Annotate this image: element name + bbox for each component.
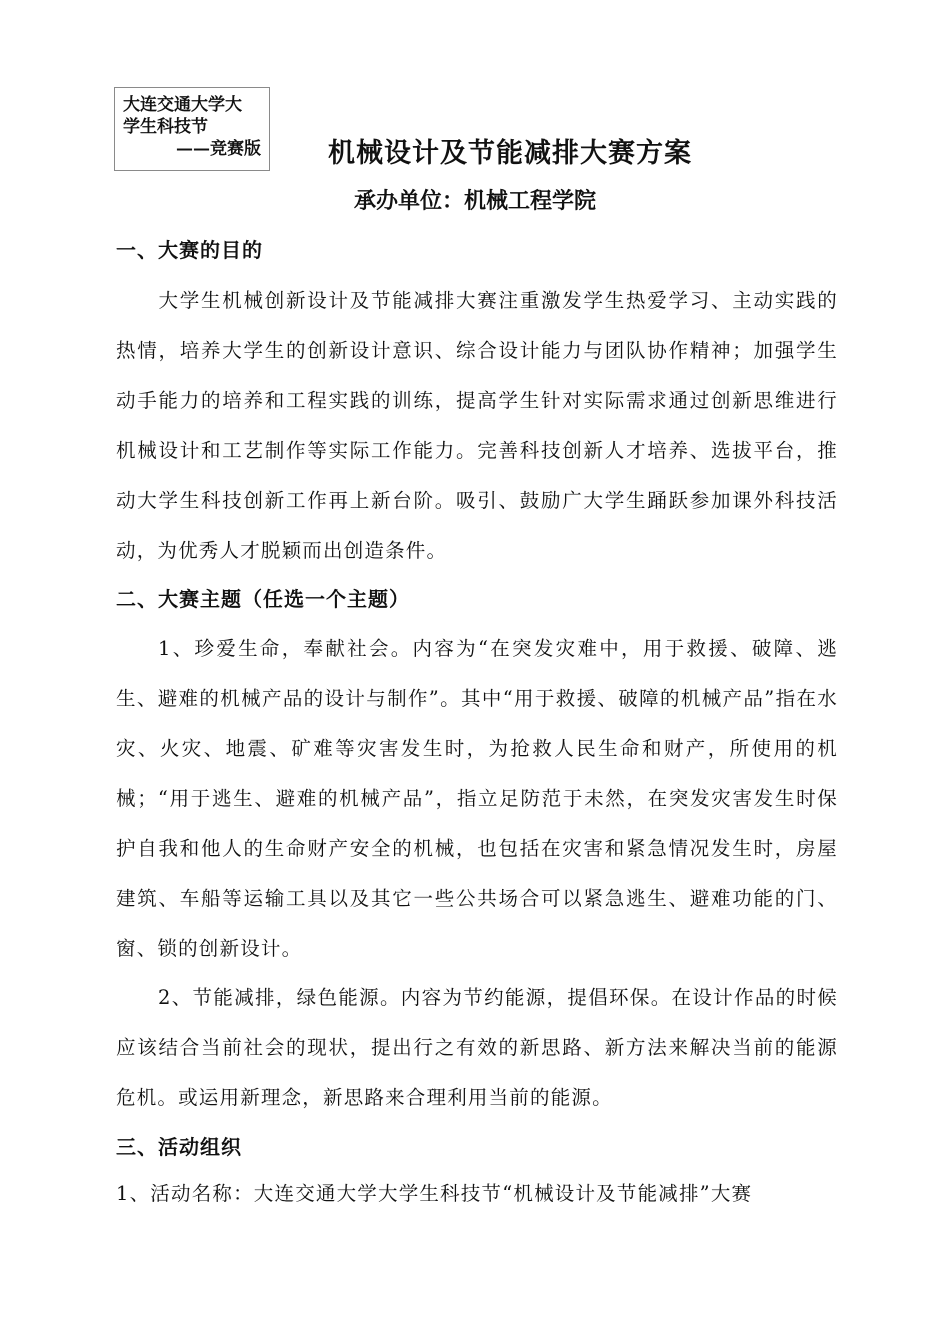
badge-line-2: 学生科技节 bbox=[123, 117, 208, 137]
paragraph-theme-1-text: 1、珍爱生命，奉献社会。内容为“在突发灾难中，用于救援、破障、逃生、避难的机械产品的设计与制作”。其中“用于救援、破障的机械产品”指在水灾、火灾、地震、矿难等灾害发生时，为抢救人民生命和财产，所使用的机械；“用于逃生、避难的机械产品”，指立足防范于未然，在突发灾害发生时保护自我和他人的生命财产安全的机械，也包括在灾害和紧急情况发生时，房屋建筑、车船等运输工具以及其它一些公共场合可以紧急逃生、避难功能的门、窗、锁的创新设计。 bbox=[116, 637, 838, 960]
event-badge bbox=[114, 87, 270, 171]
paragraph-theme-2 bbox=[116, 973, 838, 1123]
paragraph-purpose bbox=[116, 276, 838, 576]
document-title: 机械设计及节能减排大赛方案 bbox=[328, 138, 692, 169]
paragraph-theme-2-text: 2、节能减排，绿色能源。内容为节约能源，提倡环保。在设计作品的时候应该结合当前社会的现状，提出行之有效的新思路、新方法来解决当前的能源危机。或运用新理念，新思路来合理利用当前的能源。 bbox=[116, 986, 838, 1109]
badge-line-3: ——竞赛版 bbox=[176, 139, 261, 159]
paragraph-activity-name: 1、活动名称：大连交通大学大学生科技节“机械设计及节能减排”大赛 bbox=[116, 1182, 753, 1205]
section-heading-theme: 二、大赛主题（任选一个主题） bbox=[116, 587, 410, 611]
paragraph-purpose-text: 大学生机械创新设计及节能减排大赛注重激发学生热爱学习、主动实践的热情，培养大学生的创新设计意识、综合设计能力与团队协作精神；加强学生动手能力的培养和工程实践的训练，提高学生针对实际需求通过创新思维进行机械设计和工艺制作等实际工作能力。完善科技创新人才培养、选拔平台，推动大学生科技创新工作再上新台阶。吸引、鼓励广大学生踊跃参加课外科技活动，为优秀人才脱颖而出创造条件。 bbox=[116, 289, 838, 562]
paragraph-theme-1 bbox=[116, 624, 838, 974]
badge-line-1: 大连交通大学大 bbox=[123, 95, 242, 115]
document-subtitle: 承办单位：机械工程学院 bbox=[353, 188, 596, 214]
section-heading-purpose: 一、大赛的目的 bbox=[116, 238, 263, 262]
section-heading-organization: 三、活动组织 bbox=[116, 1135, 242, 1159]
